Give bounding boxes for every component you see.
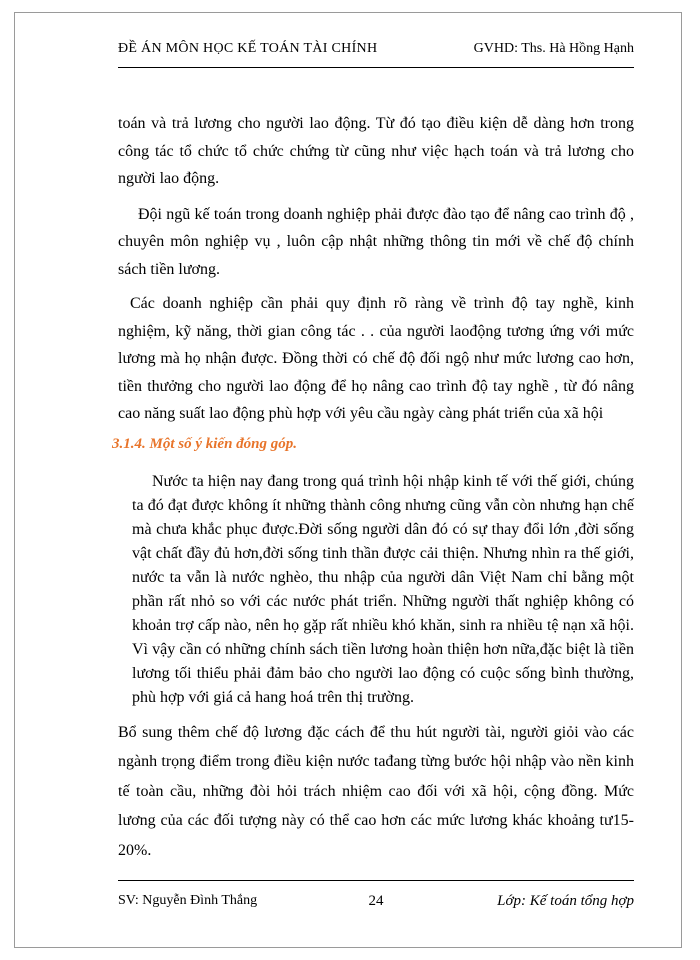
footer-student: SV: Nguyễn Đình Thắng — [118, 893, 258, 908]
page-header — [118, 37, 634, 68]
section-heading: 3.1.4. Một số ý kiến đóng góp. — [112, 435, 298, 452]
page-footer — [118, 880, 634, 921]
header-course-title: ĐỀ ÁN MÔN HỌC KẾ TOÁN TÀI CHÍNH — [118, 41, 378, 56]
paragraph-2: Đội ngũ kế toán trong doanh nghiệp phải được đào tạo để nâng cao trình độ , chuyên môn nghiệp vụ , luôn cập nhật những thông tin mới về chế độ chính sách tiền lương. — [118, 205, 634, 278]
footer-class: Lớp: Kế toán tổng hợp — [497, 893, 634, 909]
paragraph-5: Bổ sung thêm chế độ lương đặc cách để thu hút người tài, người giỏi vào các ngành trọng điểm trong điều kiện nước tađang từng bước hội nhập vào nền kinh tế toàn cầu, những đòi hỏi trách nhiệm cao đối với xã hội, cộng đồng. Mức lương của các đối tượng này có thể cao hơn các mức lương khác khoảng tư15-20%. — [118, 723, 634, 859]
page-number: 24 — [368, 893, 384, 909]
paragraph-4: Nước ta hiện nay đang trong quá trình hội nhập kinh tế với thế giới, chúng ta đó đạt được không ít những thành công nhưng cũng vẫn còn nhưng hạn chế mà chưa khắc phục được.Đời sống người dân đó có sự thay đổi lớn ,đời sống vật chất đầy đủ hơn,đời sống tinh thần được cải thiện. Nhưng nhìn ra thế giới, nước ta vẫn là nước nghèo, thu nhập của người dân Việt Nam chỉ bằng một phần rất nhỏ so với các nước phát triển. Những người thất nghiệp không có khoản trợ cấp nào, nên họ gặp rất nhiều khó khăn, sinh ra nhiều tệ nạn xã hội. Vì vậy cần có những chính sách tiền lương hoàn thiện hơn nữa,đặc biệt là tiền lương tối thiểu phải đảm bảo cho người lao động có cuộc sống bình thường, phù hợp với giá cả hang hoá trên thị trường. — [132, 472, 634, 706]
paragraph-3: Các doanh nghiệp cần phải quy định rõ ràng về trình độ tay nghề, kinh nghiệm, kỹ năng, thời gian công tác . . của người laođộng tương ứng với mức lương mà họ nhận được. Đồng thời có chế độ đối ngộ như mức lương cao hơn, tiền thưởng cho người lao động để họ nâng cao trình độ tay nghề , từ đó nâng cao năng suất lao động phù hợp với yêu cầu ngày càng phát triển của xã hội — [118, 295, 634, 422]
header-instructor: GVHD: Ths. Hà Hồng Hạnh — [473, 41, 634, 56]
page-body — [112, 110, 634, 865]
paragraph-1: toán và trả lương cho người lao động. Từ đó tạo điều kiện dễ dàng hơn trong công tác tổ chức tổ chức chứng từ cũng như việc hạch toán và trả lương cho người lao động. — [118, 115, 634, 187]
